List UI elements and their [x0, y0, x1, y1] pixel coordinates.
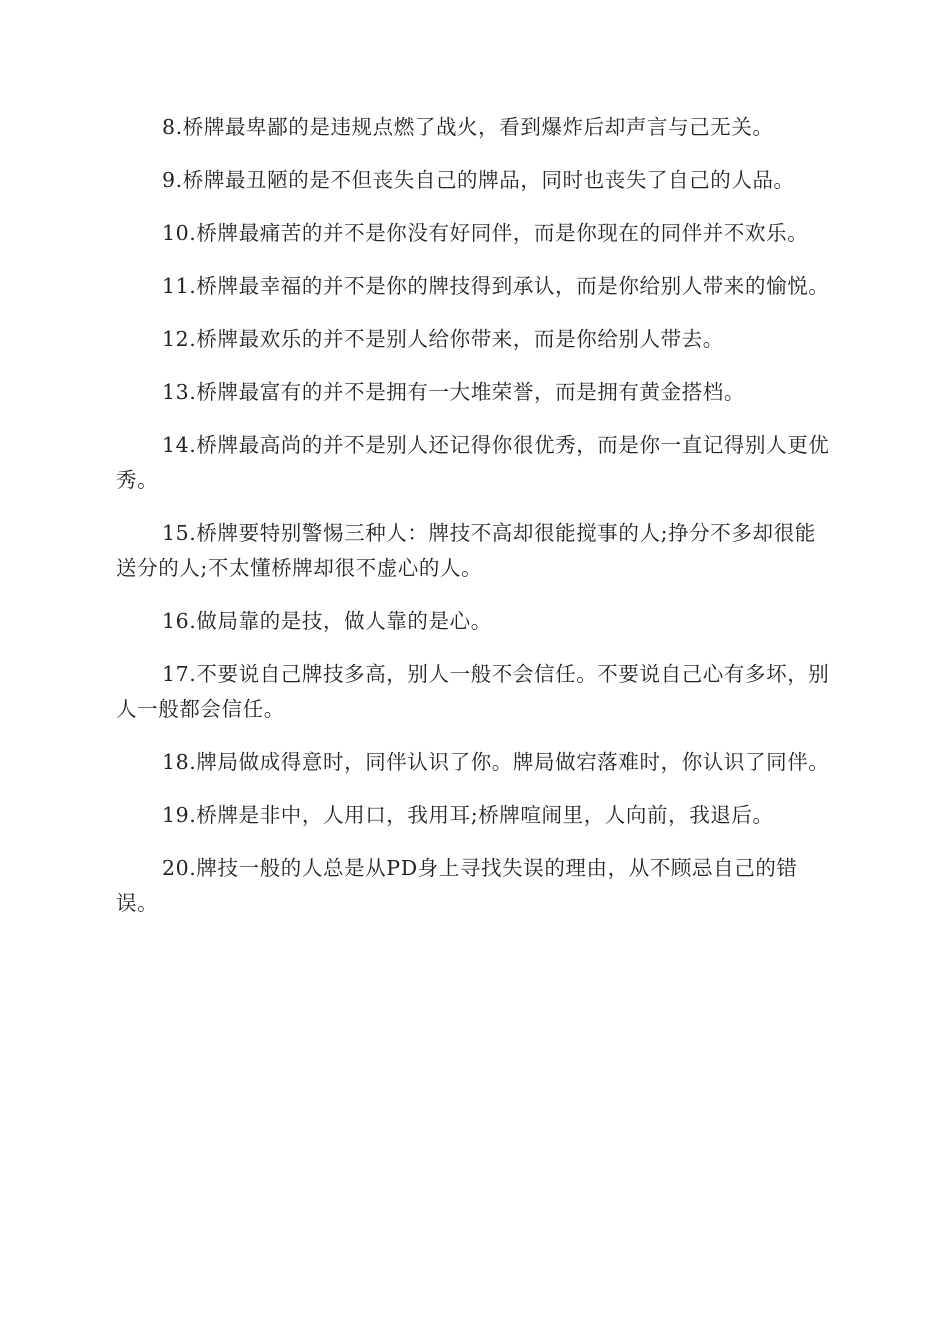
paragraph-19: 19.桥牌是非中，人用口，我用耳;桥牌喧闹里，人向前，我退后。 [162, 803, 774, 827]
paragraph-14: 14.桥牌最高尚的并不是别人还记得你很优秀，而是你一直记得别人更优秀。 [116, 433, 830, 492]
paragraph-16: 16.做局靠的是技，做人靠的是心。 [162, 609, 492, 633]
paragraph-15: 15.桥牌要特别警惕三种人：牌技不高却很能搅事的人;挣分不多却很能送分的人;不太懂桥牌却很不虚心的人。 [116, 521, 816, 580]
document-body [116, 110, 834, 939]
paragraph-11: 11.桥牌最幸福的并不是你的牌技得到承认，而是你给别人带来的愉悦。 [162, 274, 830, 298]
paragraph-9: 9.桥牌最丑陋的是不但丧失自己的牌品，同时也丧失了自己的人品。 [162, 168, 795, 192]
paragraph-20: 20.牌技一般的人总是从PD身上寻找失误的理由，从不顾忌自己的错误。 [116, 856, 798, 915]
paragraph-13: 13.桥牌最富有的并不是拥有一大堆荣誉，而是拥有黄金搭档。 [162, 380, 745, 404]
paragraph-17: 17.不要说自己牌技多高，别人一般不会信任。不要说自己心有多坏，别人一般都会信任。 [116, 662, 830, 721]
paragraph-12: 12.桥牌最欢乐的并不是别人给你带来，而是你给别人带去。 [162, 327, 724, 351]
paragraph-10: 10.桥牌最痛苦的并不是你没有好同伴，而是你现在的同伴并不欢乐。 [162, 221, 809, 245]
paragraph-18: 18.牌局做成得意时，同伴认识了你。牌局做宕落难时，你认识了同伴。 [162, 750, 830, 774]
paragraph-8: 8.桥牌最卑鄙的是违规点燃了战火，看到爆炸后却声言与己无关。 [162, 115, 774, 139]
